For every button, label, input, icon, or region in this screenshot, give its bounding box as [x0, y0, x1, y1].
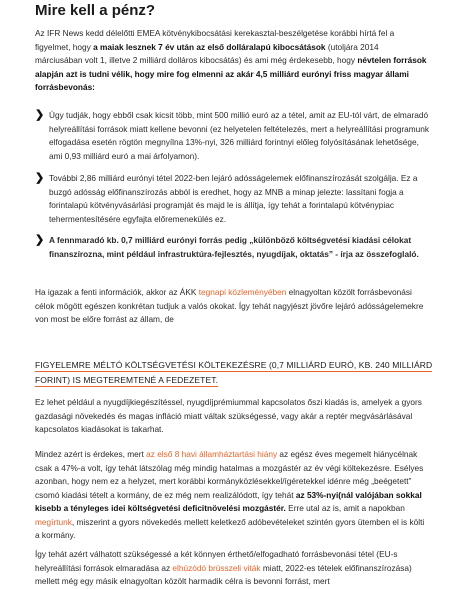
callout-text: FIGYELEMRE MÉLTÓ KÖLTSÉGVETÉSI KÖLTEKEZÉSRE (0,7 MILLIÁRD EURÓ, KB. 240 MILLIÁRD FORINT) IS MEGTEREMTENÉ A FEDEZETET.: [35, 360, 433, 385]
intro-text-b: (utoljára 2014 márciusában volt 1, illetve 2 milliárd dolláros kibocsátás) és ami még érdekesebb, hogy: [35, 41, 379, 65]
brussels-debate-link[interactable]: elhúzódó brüsszeli viták: [172, 562, 261, 573]
list-item-text: További 2,86 milliárd eurónyi tétel 2022-ben lejáró adósságelemek előfinanszírozását szolgálja. Ez a buzgó adósság előfinanszírozás abból is eredhet, hogy az MNB a minap jelezte: lassítani fogja a forintalapú kötvényvásárlási programját és majd le is állítja, így tehát a forintalapú kötvénypiac tehermentesítésére egyfajta előremenekülés ez.: [49, 173, 418, 224]
wrote-about-link[interactable]: megírtunk: [35, 516, 72, 527]
chevron-right-icon: ❯: [35, 172, 45, 184]
paragraph-conclusion: [35, 548, 427, 589]
budget-deficit-link[interactable]: az első 8 havi államháztartási hiány: [146, 449, 278, 459]
section-heading: Mire kell a pénz?: [35, 2, 156, 19]
highlight-callout: [35, 358, 435, 388]
akk-text-a: Ha igazak a fenti információk, akkor az ÁKK: [35, 287, 199, 297]
intro-bold-a: a maiak lesznek 7 év után az első dolláralapú kibocsátások: [93, 41, 326, 52]
deficit-text-b: az egész éves megemelt hiánycélnak csak a 47%-a volt, így tehát látszólag még mindig hatalmas a mozgástér az év végi költekezésre. Esélyes azonban, hogy nem ez a helyzet, mert korábbi kormányközlésekkel/ígéretekkel idénre még „beégetett” csomó kiadási tételt a kormány, de ez még nem realizálódott, így tehát: [35, 449, 424, 500]
akk-announcement-link[interactable]: tegnapi közleményében: [198, 287, 287, 297]
conclusion-text-b: miatt, 2022-es tételek előfinanszírozása) mellett még egy másik elnagyoltan közölt harmadik célra is bevonni forrást, mert: [35, 562, 412, 586]
chevron-right-icon: ❯: [35, 109, 45, 121]
deficit-text-a: Mindez azért is érdekes, mert: [35, 449, 147, 459]
akk-text-b: elnagyoltan közölt forrásbevonási célok mögött egészen konkrétan tudjuk a valós okokat. Így tehát nagyjészt jövőre lejáró adósságelemekre von most be előre forrást az állam, de: [35, 287, 424, 324]
deficit-text-c: Erre utal az is, amit a napokban: [285, 503, 405, 513]
list-item-bold: A fennmaradó kb. 0,7 milliárd eurónyi forrás pedig „különböző költségvetési kiadási célokat finanszírozna, mint például infrastruktúra-fejlesztés, nyugdíjak, oktatás”: [49, 235, 412, 259]
list-item-bold-tail: - írja az összefoglaló.: [333, 248, 419, 259]
paragraph-intro: [35, 27, 427, 95]
paragraph-pension: Ez lehet például a nyugdíjkiegészítéssel, nyugdíjprémiummal kapcsolatos őszi kiadás is, amelyek a gyors gazdasági növekedés és magas infláció miatt váltak szükségessé, vagy akár a reptér megvásárlásával kapcsolatos kiadásokat is takarhat.: [35, 397, 422, 434]
conclusion-text-a: Így tehát azért válhatott szükségessé a két könnyen érthető/elfogadható forrásbevonási tétel (EU-s helyreállítási források elmaradása az: [35, 549, 398, 573]
paragraph-deficit: [35, 448, 427, 543]
paragraph-akk: [35, 286, 427, 327]
chevron-right-icon: ❯: [35, 234, 45, 246]
deficit-bold: az 53%-nyi(nál valójában sokkal kisebb a tényleges idei költségvetési deficitnövelési mozgástér.: [35, 489, 422, 513]
intro-bold-b: névtelen források alapján azt is tudni vélik, hogy mire fog elmenni az akár 4,5 milliárd eurónyi friss magyar állami forrásbevonás:: [35, 55, 427, 92]
deficit-text-d: , miszerint a gyors növekedés mellett keletkező adóbevételeket szintén gyors ütemben el is költi a kormány.: [35, 516, 425, 540]
list-item-text: [49, 234, 433, 261]
list-item-text: Úgy tudják, hogy ebből csak kicsit több, mint 500 millió euró az a tétel, amit az EU-tól várt, de elmaradó helyreállítási források miatt kellene bevonni (ez helyetelen feltételezés, mert a helyreállítási programunk elfogadása esetén rögtön megnyílna 13%-nyi, 326 milliárd forintnyi előleg folyósításának lehetősége, ami 0,93 milliárd euró a mai árfolyamon).: [49, 110, 429, 161]
intro-text-a: Az IFR News kedd délelőtti EMEA kötvénykibocsátási kerekasztal-beszélgetése korábbi hírtá fel a figyelmet, hogy: [35, 28, 395, 52]
